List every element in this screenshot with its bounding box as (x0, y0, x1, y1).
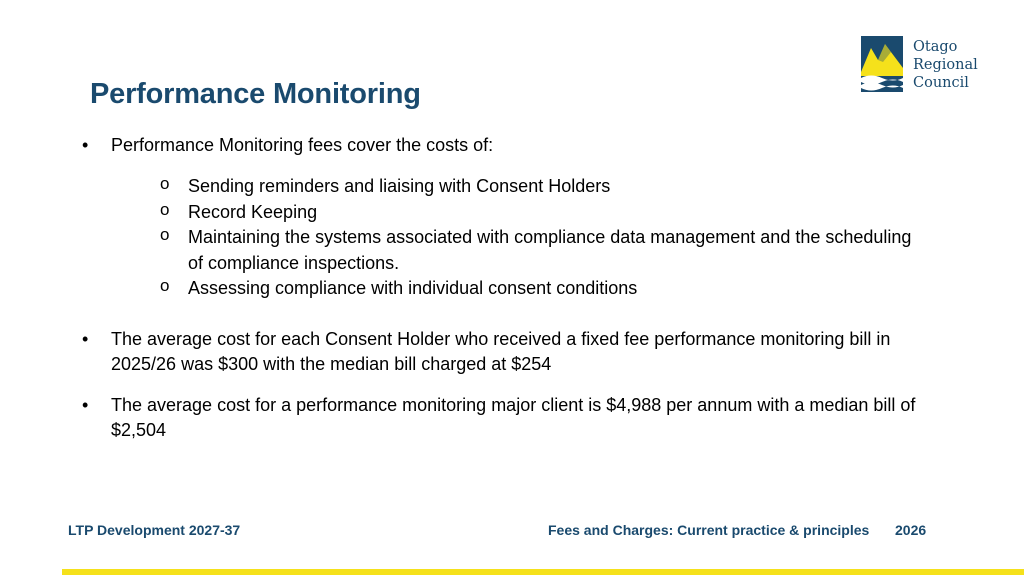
mountain-waves-icon (861, 36, 903, 94)
footer-year: 2026 (895, 522, 927, 538)
bullet-text: Performance Monitoring fees cover the costs of: (111, 135, 494, 155)
sub-bullet-item-3 (160, 225, 920, 276)
bullet-marker: • (82, 329, 89, 349)
sub-bullet-marker: o (160, 225, 170, 244)
logo-text-line-2: Regional (913, 57, 978, 73)
logo (861, 36, 991, 96)
bullet-text: The average cost for each Consent Holder who received a fixed fee performance monitoring bill in 2025/26 was $300 with the median bill charged at $254 (111, 329, 891, 374)
logo-text-line-3: Council (913, 75, 969, 91)
logo-text-line-1: Otago (913, 39, 958, 55)
sub-bullet-text: Assessing compliance with individual consent conditions (188, 278, 638, 298)
sub-bullet-list (160, 174, 920, 302)
sub-bullet-item-1 (160, 174, 920, 200)
sub-bullet-text: Record Keeping (188, 201, 318, 222)
bullet-marker: • (82, 135, 89, 155)
footer-left-text: LTP Development 2027-37 (68, 522, 241, 538)
sub-bullet-text: Maintaining the systems associated with compliance data management and the scheduling of compliance inspections. (188, 227, 912, 273)
footer-middle-text: Fees and Charges: Current practice & principles (548, 522, 870, 538)
bullet-text: The average cost for a performance monitoring major client is $4,988 per annum with a median bill of $2,504 (111, 395, 916, 440)
sub-bullet-item-4 (160, 276, 920, 302)
sub-bullet-text: Sending reminders and liaising with Consent Holders (188, 176, 611, 196)
sub-bullet-item-2 (160, 200, 920, 226)
sub-bullet-marker: o (160, 199, 170, 219)
footer-accent-bar (62, 569, 1024, 575)
sub-bullet-marker: o (160, 174, 170, 193)
bullet-marker: • (82, 395, 89, 415)
slide-title: Performance Monitoring (90, 78, 421, 110)
sub-bullet-marker: o (160, 276, 170, 295)
